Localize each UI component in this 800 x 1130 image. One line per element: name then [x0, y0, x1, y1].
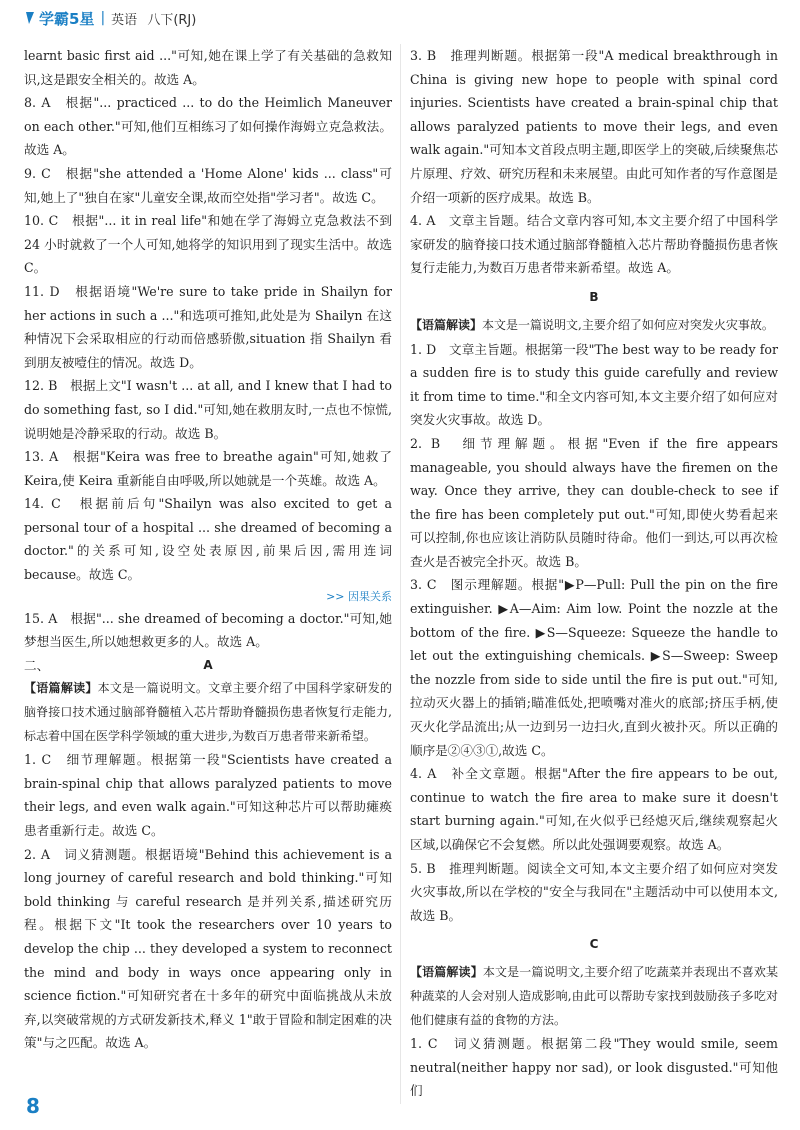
answer-paragraph: 14. C 根据前后句"Shailyn was also excited to get a personal tour of a hospital ... she dreamed of becoming a doctor."的关系可知,设空处表原因,前果后因,需用连词 because。故选 C。 [24, 496, 392, 583]
answer-paragraph: 2. B 细节理解题。根据"Even if the fire appears manageable, you should always have the firemen on the way. Once they arrive, they can double-check to see if the fire has been completely put out."可知,即使火势看起来可以控制,你也应该让消防队员随时待命。他们一到达,可以再次检查火是否被完全扑灭。故选 B。 [410, 435, 778, 569]
answer-paragraph: 1. C 细节理解题。根据第一段"Scientists have created a brain-spinal chip that allows paralyzed patients to move their legs, and even walk again."可知这种芯片可以帮助瘫痪患者重新行走。故选 C。 [24, 752, 392, 838]
column-divider [400, 44, 401, 1104]
answer-paragraph: 1. D 文章主旨题。根据第一段"The best way to be ready for a sudden fire is to study this guide carefully and review it from time to time."和全文内容可知,本文主要介绍了如何应对突发火灾事故。故选 D。 [410, 341, 778, 428]
right-column [410, 44, 778, 1103]
answer-paragraph: 4. A 补全文章题。根据"After the fire appears to be out, continue to watch the fire area to make sure it doesn't start burning again."可知,在火似乎已经熄灭后,继续观察起火区域,以确保它不会复燃。所以此处强调要观察。故选 A。 [410, 766, 778, 852]
answer-paragraph: 2. A 词义猜测题。根据语境"Behind this achievement is a long journey of careful research and bold thinking."可知 bold thinking 与 careful research 是并列关系,描述研究历程。根据下文"It took the researchers over 10 years to develop the chip ... they developed a system to reconnect the mind and body in ways once appearing only in science fiction."可知研究者在十多年的研究中面临挑战从未放弃,以突破常规的方式研发新技术,释义 1"敢于冒险和制定困难的决策"与之匹配。故选 A。 [24, 846, 392, 1051]
note-text: 本文是一篇说明文,主要介绍了如何应对突发火灾事故。 [482, 317, 774, 332]
section-letter: B [589, 289, 599, 304]
brand-logo [24, 8, 94, 29]
section-heading [24, 654, 392, 678]
passage-note [410, 961, 778, 1032]
section-letter: C [589, 937, 599, 952]
note-label: 【语篇解读】 [410, 965, 483, 980]
answer-paragraph: 8. A 根据"... practiced ... to do the Heimlich Maneuver on each other."可知,他们互相练习了如何操作海姆立克急救法。故选 A。 [24, 95, 392, 158]
note-text: 本文是一篇说明文,主要介绍了吃蔬菜并表现出不喜欢某种蔬菜的人会对别人造成影响,由此可以帮助专家找到鼓励孩子多吃对他们健康有益的食物的方法。 [410, 965, 778, 1027]
answer-paragraph: 5. B 推理判断题。阅读全文可知,本文主要介绍了如何应对突发火灾事故,所以在学校的"安全与我同在"主题活动中可以使用本文,故选 B。 [410, 860, 778, 923]
header-subject: 英语 [111, 12, 138, 28]
answer-paragraph: 10. C 根据"... it in real life"和她在学了海姆立克急救法不到 24 小时就救了一个人可知,她将学的知识用到了现实生活中。故选 C。 [24, 213, 392, 276]
page-number: 8 [26, 1094, 40, 1118]
header-separator: | [100, 10, 106, 26]
section-letter: A [203, 657, 213, 672]
answer-paragraph: 9. C 根据"she attended a 'Home Alone' kids ... class"可知,她上了"独自在家"儿童安全课,故而空处指"学习者"。故选 C。 [24, 165, 392, 205]
answer-paragraph: 3. B 推理判断题。根据第一段"A medical breakthrough in China is giving new hope to people with spinal cord injuries. Scientists have created a brain-spinal chip that allows paralyzed patients to move their legs, and even walk again."可知本文首段点明主题,即医学上的突破,后续聚焦芯片原理、疗效、研究历程和未来展望。由此可知作者的写作意图是介绍一项新的医疗成果。故选 B。 [410, 48, 778, 205]
answer-paragraph: 12. B 根据上文"I wasn't ... at all, and I knew that I had to do something fast, so I did."可知,她在救朋友时,一点也不惊慌,说明她是冷静采取的行动。故选 B。 [24, 378, 392, 441]
left-column [24, 44, 392, 1055]
section-number: 二、 [24, 657, 50, 673]
answer-paragraph: 13. A 根据"Keira was free to breathe again"可知,她救了 Keira,使 Keira 重新能自由呼吸,所以她就是一个英雄。故选 A。 [24, 449, 392, 488]
page-header [24, 4, 784, 32]
passage-note [410, 314, 778, 338]
note-text: 本文是一篇说明文。文章主要介绍了中国科学家研发的脑脊接口技术通过脑部脊髓植入芯片帮助脊髓损伤患者恢复行走能力,标志着中国在医学科学领域的重大进步,为数百万患者带来新希望。 [24, 681, 392, 743]
header-grade: 八下(RJ) [147, 12, 197, 28]
relation-tag: >> 因果关系 [326, 589, 392, 603]
answer-paragraph: 4. A 文章主旨题。结合文章内容可知,本文主要介绍了中国科学家研发的脑脊接口技术通过脑部脊髓植入芯片帮助脊髓损伤患者恢复行走能力,为数百万患者带来新希望。故选 A。 [410, 213, 778, 276]
answer-paragraph: 1. C 词义猜测题。根据第二段"They would smile, seem neutral(neither happy nor sad), or look disgusted."可知他们 [410, 1036, 778, 1099]
answer-paragraph: 11. D 根据语境"We're sure to take pride in Shailyn for her actions in such a ..."和选项可推知,此处是为 Shailyn 在这种情况下会采取相应的行动而倍感骄傲,situation 指 Shailyn 看到朋友被噎住的情况。故选 D。 [24, 283, 392, 370]
answer-paragraph: 3. C 图示理解题。根据"▶P—Pull: Pull the pin on the fire extinguisher. ▶A—Aim: Aim low. Point the nozzle at the bottom of the fire. ▶S—Squeeze: Squeeze the handle to let out the extinguishing chemicals. ▶S—Sweep: Sweep the nozzle from side to side until the fire is put out."可知,拉动灭火器上的插销;瞄准低处,把喷嘴对准火的底部;挤压手柄,使灭火化学品流出;从一边到另一边扫火,直到火被扑灭。所以正确的顺序是②④③①,故选 C。 [410, 577, 778, 758]
note-label: 【语篇解读】 [24, 681, 98, 696]
header-subtitle [111, 9, 202, 28]
answer-paragraph: learnt basic first aid ..."可知,她在课上学了有关基础的急救知识,这是跟安全相关的。故选 A。 [24, 48, 392, 87]
passage-note [24, 677, 392, 748]
note-label: 【语篇解读】 [410, 317, 483, 332]
brand-mark-icon [24, 11, 36, 25]
brand-name: 学霸5星 [39, 9, 95, 28]
answer-paragraph: 15. A 根据"... she dreamed of becoming a doctor."可知,她梦想当医生,所以她想救更多的人。故选 A。 [24, 610, 392, 650]
